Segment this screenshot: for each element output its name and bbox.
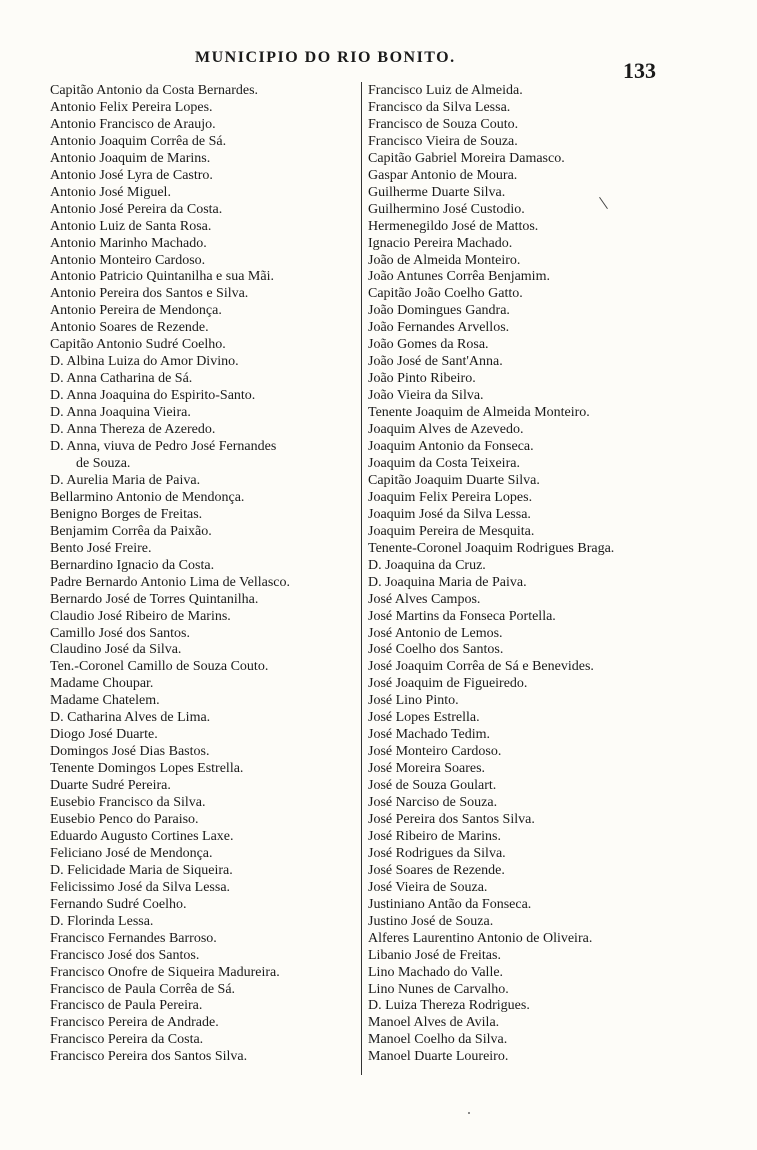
right-column-entry: João Pinto Ribeiro. [368, 371, 476, 387]
right-column-entry: Francisco Luiz de Almeida. [368, 83, 523, 98]
left-column-entry: Bernardino Ignacio da Costa. [50, 557, 215, 573]
left-column-entry: de Souza. [76, 455, 131, 471]
right-column-entry: José Machado Tedim. [368, 727, 491, 743]
left-column-entry: Francisco de Paula Corrêa de Sá. [50, 981, 236, 997]
right-column-entry: Manoel Duarte Loureiro. [368, 1049, 509, 1065]
left-column-entry: Duarte Sudré Pereira. [50, 778, 171, 794]
right-column-entry: Tenente-Coronel Joaquim Rodrigues Braga. [368, 540, 615, 556]
left-column-entry: D. Anna Thereza de Azeredo. [50, 422, 216, 438]
right-column-entry: Guilherme Duarte Silva. [368, 184, 506, 200]
left-column-entry: Tenente Domingos Lopes Estrella. [50, 761, 244, 777]
right-column-entry: Capitão Joaquim Duarte Silva. [368, 472, 540, 488]
right-column-entry: Libanio José de Freitas. [368, 947, 501, 963]
right-column-entry: José Ribeiro de Marins. [368, 828, 501, 844]
right-column-entry: José Lino Pinto. [368, 693, 459, 709]
right-column-entry: José Moreira Soares. [368, 761, 486, 777]
left-column-entry: Antonio Pereira dos Santos e Silva. [50, 286, 249, 302]
right-column-entry: José Narciso de Souza. [368, 795, 498, 811]
page-number: 133 [623, 58, 656, 83]
right-column-entry: Francisco de Souza Couto. [368, 116, 519, 132]
left-column-entry: Felicissimo José da Silva Lessa. [50, 879, 231, 895]
left-column-entry: Antonio Patricio Quintanilha e sua Mãi. [50, 269, 274, 285]
left-column-entry: Camillo José dos Santos. [50, 625, 191, 641]
right-column-entry: José Coelho dos Santos. [368, 642, 504, 658]
left-column-entry: Madame Chatelem. [50, 693, 160, 709]
right-column-entry: José Alves Campos. [368, 591, 481, 607]
right-column-entry: Lino Nunes de Carvalho. [368, 981, 509, 997]
left-column-entry: Antonio José Miguel. [50, 184, 171, 200]
left-column-entry: Francisco Pereira de Andrade. [50, 1015, 219, 1031]
right-column-entry: Tenente Joaquim de Almeida Monteiro. [368, 405, 590, 421]
right-column-entry: João Domingues Gandra. [368, 303, 510, 319]
right-column-entry: Gaspar Antonio de Moura. [368, 167, 518, 183]
left-column-entry: D. Anna Joaquina Vieira. [50, 405, 191, 421]
right-column-entry: José Soares de Rezende. [368, 862, 505, 878]
right-column-entry: Ignacio Pereira Machado. [368, 235, 513, 251]
right-column-entry: Francisco da Silva Lessa. [368, 99, 511, 115]
right-column-entry: José Pereira dos Santos Silva. [368, 811, 535, 827]
right-column-entry: Manoel Alves de Avila. [368, 1015, 500, 1031]
right-column-entry: Joaquim Pereira de Mesquita. [368, 523, 535, 539]
right-column-entry: José Monteiro Cardoso. [368, 744, 502, 760]
right-column-entry: João José de Sant'Anna. [368, 354, 503, 370]
left-column-entry: Francisco Onofre de Siqueira Madureira. [50, 964, 280, 980]
right-column-entry: Joaquim Antonio da Fonseca. [368, 439, 534, 455]
left-column-entry: Claudino José da Silva. [50, 642, 182, 658]
right-column-entry: José Lopes Estrella. [368, 710, 480, 726]
left-column-entry: Eusebio Francisco da Silva. [50, 795, 206, 811]
left-column-entry: Francisco de Paula Pereira. [50, 998, 203, 1014]
right-column-entry: Guilhermino José Custodio. [368, 201, 525, 217]
right-column-entry: Manoel Coelho da Silva. [368, 1032, 508, 1048]
left-column-entry: Eusebio Penco do Paraiso. [50, 811, 199, 827]
right-column-entry: Hermenegildo José de Mattos. [368, 218, 539, 234]
page-title: MUNICIPIO DO RIO BONITO. [195, 49, 456, 66]
right-column-entry: Joaquim Felix Pereira Lopes. [368, 489, 533, 505]
left-column-entry: D. Felicidade Maria de Siqueira. [50, 862, 233, 878]
left-column-entry: Antonio Francisco de Araujo. [50, 116, 216, 132]
left-column-entry: Benigno Borges de Freitas. [50, 506, 203, 522]
left-column-entry: Francisco Pereira da Costa. [50, 1032, 204, 1048]
left-column-entry: Eduardo Augusto Cortines Laxe. [50, 828, 234, 844]
left-column-entry: Bellarmino Antonio de Mendonça. [50, 489, 245, 505]
left-column-entry: Bernardo José de Torres Quintanilha. [50, 591, 259, 607]
left-column-entry: Capitão Antonio da Costa Bernardes. [50, 83, 259, 98]
left-column-entry: Ten.-Coronel Camillo de Souza Couto. [50, 659, 269, 675]
left-column-entry: D. Florinda Lessa. [50, 913, 154, 929]
left-column-entry: Padre Bernardo Antonio Lima de Vellasco. [50, 574, 291, 590]
right-column-entry: José Martins da Fonseca Portella. [368, 608, 556, 624]
left-column-entry: Claudio José Ribeiro de Marins. [50, 608, 231, 624]
right-column-entry: José Vieira de Souza. [368, 879, 488, 895]
ink-speck [468, 1112, 470, 1114]
left-column-entry: Capitão Antonio Sudré Coelho. [50, 337, 226, 353]
right-column-entry: José de Souza Goulart. [368, 778, 497, 794]
right-column-entry: D. Joaquina Maria de Paiva. [368, 574, 527, 590]
right-column-entry: D. Luiza Thereza Rodrigues. [368, 998, 530, 1014]
right-column-entry: João Fernandes Arvellos. [368, 320, 510, 336]
left-column-entry: D. Anna Joaquina do Espirito-Santo. [50, 388, 256, 404]
left-column-entry: Antonio Soares de Rezende. [50, 320, 209, 336]
left-column-entry: Antonio Monteiro Cardoso. [50, 252, 206, 268]
right-column-entry: José Joaquim Corrêa de Sá e Benevides. [368, 659, 594, 675]
right-column-entry: Francisco Vieira de Souza. [368, 133, 518, 149]
right-column-entry: João de Almeida Monteiro. [368, 252, 521, 268]
left-column-entry: Madame Choupar. [50, 676, 154, 692]
right-column-entry: D. Joaquina da Cruz. [368, 557, 486, 573]
left-column-entry: Antonio José Pereira da Costa. [50, 201, 223, 217]
right-column-entry: Justino José de Souza. [368, 913, 494, 929]
left-column-entry: Antonio José Lyra de Castro. [50, 167, 213, 183]
left-column-entry: Domingos José Dias Bastos. [50, 744, 210, 760]
left-column-entry: Benjamim Corrêa da Paixão. [50, 523, 212, 539]
right-column-entry: João Vieira da Silva. [368, 388, 484, 404]
left-column-entry: Antonio Joaquim de Marins. [50, 150, 211, 166]
right-column-entry: João Antunes Corrêa Benjamim. [368, 269, 550, 285]
right-column-entry: Justiniano Antão da Fonseca. [368, 896, 532, 912]
right-column-entry: Alferes Laurentino Antonio de Oliveira. [368, 930, 593, 946]
left-column-entry: Antonio Joaquim Corrêa de Sá. [50, 133, 227, 149]
right-column-entry: José Antonio de Lemos. [368, 625, 503, 641]
left-column-entry: Francisco Pereira dos Santos Silva. [50, 1049, 248, 1065]
left-column-entry: Francisco José dos Santos. [50, 947, 200, 963]
right-column-entry: Lino Machado do Valle. [368, 964, 504, 980]
right-column-entry: Capitão Gabriel Moreira Damasco. [368, 150, 565, 166]
right-column-entry: Joaquim Alves de Azevedo. [368, 422, 524, 438]
left-column-entry: D. Catharina Alves de Lima. [50, 710, 211, 726]
left-column-entry: Antonio Luiz de Santa Rosa. [50, 218, 212, 234]
left-column-entry: Francisco Fernandes Barroso. [50, 930, 217, 946]
right-column-entry: João Gomes da Rosa. [368, 337, 489, 353]
left-column-entry: Bento José Freire. [50, 540, 152, 556]
right-column [368, 83, 700, 1066]
right-column-entry: José Rodrigues da Silva. [368, 845, 506, 861]
left-column-entry: Fernando Sudré Coelho. [50, 896, 187, 912]
column-divider [361, 82, 362, 1075]
left-column-entry: Diogo José Duarte. [50, 727, 158, 743]
right-column-entry: Joaquim José da Silva Lessa. [368, 506, 531, 522]
right-column-entry: Joaquim da Costa Teixeira. [368, 455, 520, 471]
left-column-entry: Feliciano José de Mendonça. [50, 845, 213, 861]
right-column-entry: José Joaquim de Figueiredo. [368, 676, 528, 692]
left-column-entry: D. Aurelia Maria de Paiva. [50, 472, 201, 488]
left-column-entry: Antonio Felix Pereira Lopes. [50, 99, 213, 115]
left-column-entry: D. Albina Luiza do Amor Divino. [50, 354, 239, 370]
left-column-entry: Antonio Marinho Machado. [50, 235, 207, 251]
right-column-entry: Capitão João Coelho Gatto. [368, 286, 523, 302]
left-column-entry: D. Anna Catharina de Sá. [50, 371, 193, 387]
left-column [50, 83, 362, 1066]
left-column-entry: Antonio Pereira de Mendonça. [50, 303, 222, 319]
left-column-entry: D. Anna, viuva de Pedro José Fernandes [50, 439, 277, 455]
